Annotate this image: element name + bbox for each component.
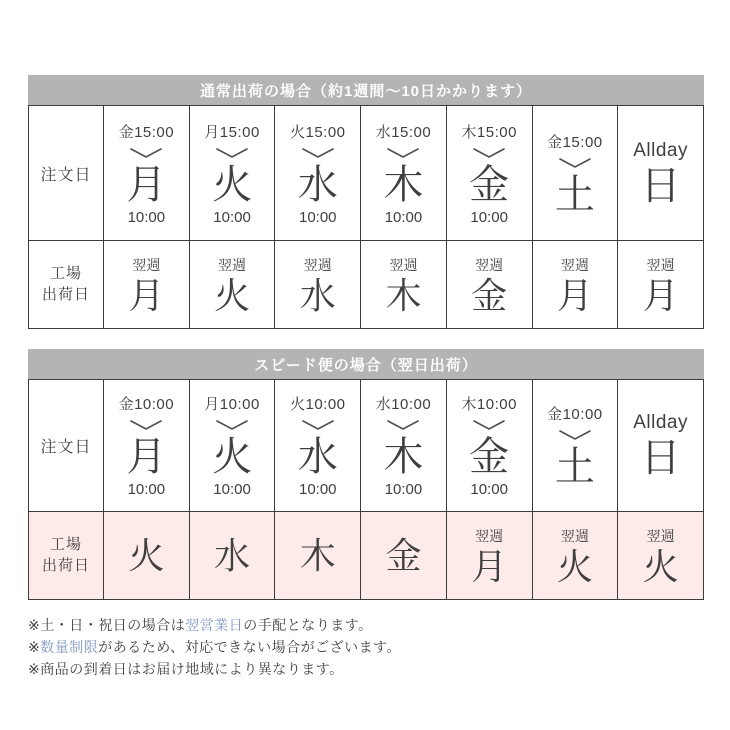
chevron-down-icon (129, 147, 163, 159)
ship-cell (446, 241, 532, 329)
ship-row-label: 工場 出荷日 (29, 241, 104, 329)
normal-shipping-section (28, 75, 704, 329)
order-cutoff: 水10:00 (375, 396, 432, 413)
next-week-label: 翌週 (646, 256, 675, 273)
order-cutoff: 木15:00 (461, 123, 517, 141)
ship-cell (618, 512, 704, 600)
order-cell (104, 106, 190, 241)
order-cutoff: 金10:00 (118, 396, 175, 413)
ship-cell (361, 241, 447, 329)
chevron-down-icon (129, 419, 163, 431)
order-cutoff: 火10:00 (289, 396, 346, 413)
order-cell (361, 380, 447, 512)
order-cutoff: 水15:00 (375, 123, 432, 141)
ship-row-label: 工場 出荷日 (29, 512, 104, 600)
chevron-down-icon (386, 147, 420, 159)
order-cell (361, 106, 447, 241)
next-business-day-link[interactable]: 翌営業日 (185, 617, 244, 633)
order-cell (532, 106, 618, 241)
next-week-label: 翌週 (389, 256, 418, 273)
order-cell (189, 106, 275, 241)
order-cell (189, 380, 275, 512)
footnote-text: の手配となります。 (243, 617, 373, 633)
order-time: 10:00 (127, 481, 166, 498)
chevron-down-icon (472, 147, 506, 159)
order-row-label: 注文日 (29, 106, 104, 241)
order-time: 10:00 (298, 208, 337, 226)
ship-day: 木 (299, 534, 336, 576)
order-time: 10:00 (127, 208, 166, 226)
next-week-label: 翌週 (303, 256, 332, 273)
ship-day: 月 (642, 274, 679, 316)
order-day: 土 (554, 172, 595, 217)
order-day: 木 (383, 162, 424, 207)
next-week-label: 翌週 (475, 256, 504, 273)
ship-cell (189, 241, 275, 329)
order-cutoff: 木10:00 (461, 396, 517, 413)
ship-cell (361, 512, 447, 600)
ship-cell (275, 512, 361, 600)
ship-day: 月 (128, 274, 165, 316)
order-day: 月 (126, 435, 167, 479)
chevron-down-icon (558, 157, 592, 169)
order-cutoff: 金15:00 (118, 123, 175, 141)
order-cell (446, 380, 532, 512)
next-week-label: 翌週 (132, 256, 161, 273)
order-day: 土 (554, 445, 595, 489)
order-day: 木 (383, 435, 424, 479)
chevron-down-icon (301, 147, 335, 159)
footnote-text: ※ (28, 639, 41, 655)
speed-shipping-section (28, 349, 704, 600)
footnote-holiday (28, 614, 704, 636)
next-week-label: 翌週 (560, 527, 589, 544)
order-cell (275, 106, 361, 241)
ship-cell (532, 241, 618, 329)
chevron-down-icon (558, 429, 592, 441)
chevron-down-icon (301, 419, 335, 431)
footnote-text: があるため、対応できない場合がございます。 (98, 639, 402, 655)
ship-cell (275, 241, 361, 329)
ship-day: 水 (299, 274, 336, 316)
order-time: 10:00 (213, 208, 251, 226)
ship-cell (189, 512, 275, 600)
order-day: 水 (297, 162, 338, 207)
ship-day: 火 (128, 534, 165, 576)
next-week-label: 翌週 (560, 256, 589, 273)
order-cell (618, 106, 704, 241)
order-time: 10:00 (298, 481, 337, 498)
order-day: 火 (212, 162, 253, 207)
order-time: 10:00 (384, 481, 423, 498)
normal-shipping-table (28, 105, 704, 329)
order-cell (618, 380, 704, 512)
order-cutoff: 金15:00 (547, 133, 603, 151)
order-row-label: 注文日 (29, 380, 104, 512)
order-time: 10:00 (470, 208, 508, 226)
footnote-arrival (28, 658, 704, 680)
order-day: 月 (126, 162, 167, 207)
chevron-down-icon (215, 147, 249, 159)
ship-cell (618, 241, 704, 329)
footnote-text: ※土・日・祝日の場合は (28, 617, 186, 633)
order-time: 10:00 (213, 481, 251, 498)
speed-shipping-title: スピード便の場合（翌日出荷） (28, 349, 704, 379)
order-day: 金 (469, 162, 510, 207)
normal-shipping-title: 通常出荷の場合（約1週間～10日かかります） (28, 75, 704, 105)
order-day: 日 (640, 163, 681, 208)
order-day: 火 (212, 435, 253, 479)
chevron-down-icon (215, 419, 249, 431)
ship-day: 月 (556, 274, 593, 316)
order-cutoff: 月15:00 (204, 123, 260, 141)
speed-shipping-table (28, 379, 704, 600)
next-week-label: 翌週 (646, 527, 675, 544)
order-cell (275, 380, 361, 512)
order-cutoff: 金10:00 (547, 406, 603, 423)
ship-cell (532, 512, 618, 600)
ship-day: 月 (471, 545, 508, 587)
footnote-quantity (28, 636, 704, 658)
order-cutoff: Allday (633, 412, 688, 433)
order-day: 日 (640, 436, 681, 480)
ship-cell (104, 512, 190, 600)
ship-day: 金 (385, 534, 422, 576)
order-time: 10:00 (384, 208, 423, 226)
chevron-down-icon (472, 419, 506, 431)
next-week-label: 翌週 (475, 527, 504, 544)
ship-day: 水 (214, 534, 251, 576)
order-cell (532, 380, 618, 512)
chevron-down-icon (386, 419, 420, 431)
ship-day: 金 (471, 274, 508, 316)
order-cutoff: Allday (633, 139, 688, 161)
next-week-label: 翌週 (218, 256, 247, 273)
order-cutoff: 火15:00 (289, 123, 346, 141)
order-day: 金 (469, 435, 510, 479)
order-day: 水 (297, 435, 338, 479)
order-time: 10:00 (470, 481, 508, 498)
order-cell (104, 380, 190, 512)
ship-day: 火 (214, 274, 251, 316)
footnote-text: ※商品の到着日はお届け地域により異なります。 (28, 661, 344, 677)
ship-cell (104, 241, 190, 329)
ship-cell (446, 512, 532, 600)
footnotes (28, 614, 704, 680)
order-cell (446, 106, 532, 241)
ship-day: 火 (556, 545, 593, 587)
order-cutoff: 月10:00 (204, 396, 260, 413)
ship-day: 木 (385, 274, 422, 316)
section-gap (28, 329, 704, 349)
quantity-limit-link[interactable]: 数量制限 (40, 639, 99, 655)
ship-day: 火 (642, 545, 679, 587)
